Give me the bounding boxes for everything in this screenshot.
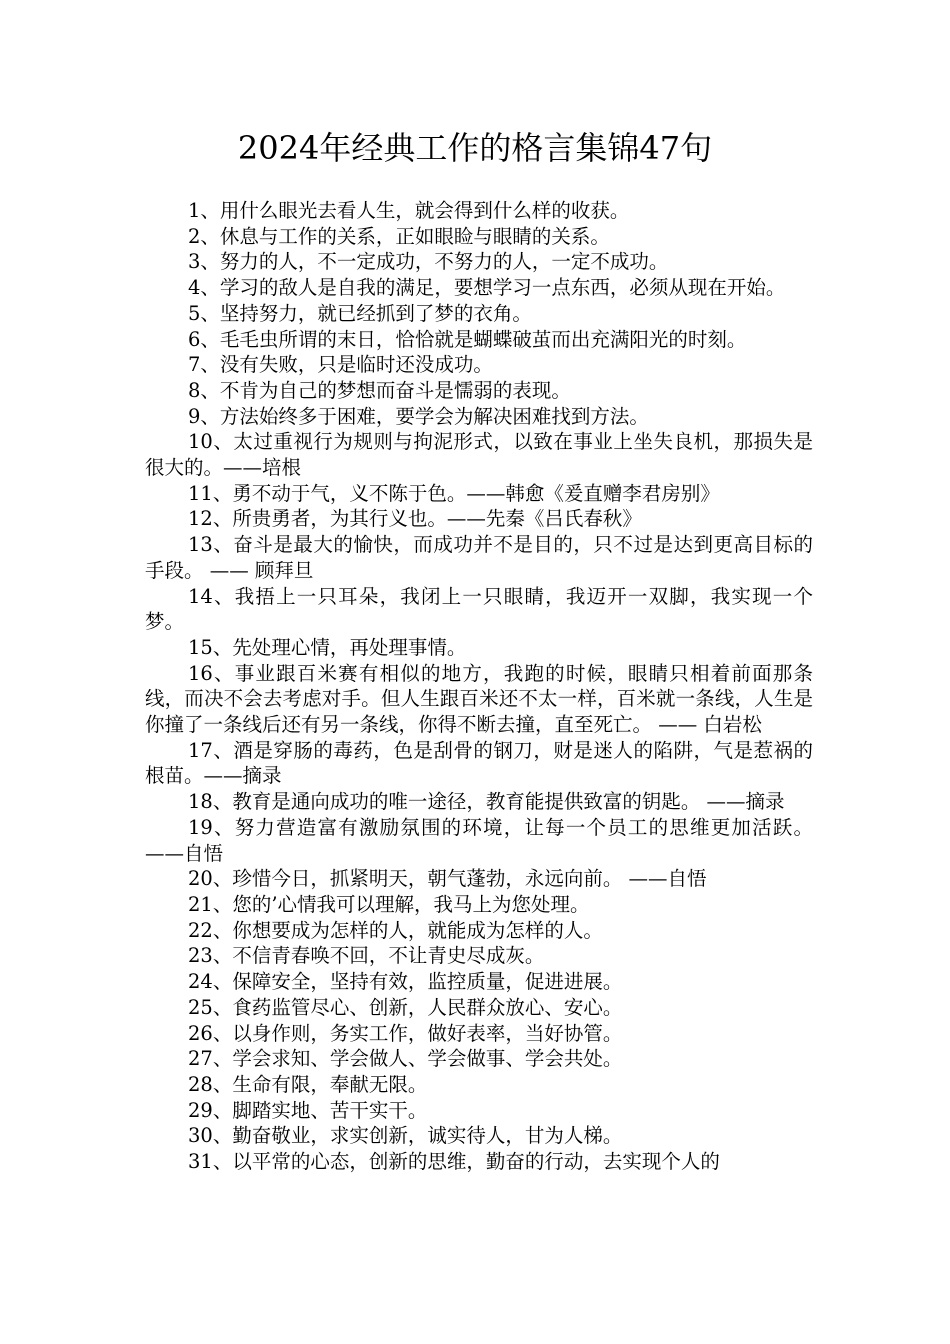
quote-paragraph: 28、生命有限，奉献无限。 [188,1072,428,1096]
quote-paragraph: 22、你想要成为怎样的人，就能成为怎样的人。 [188,918,603,942]
quote-paragraph: 7、没有失败，只是临时还没成功。 [188,353,493,377]
quote-paragraph: 21、您的’心情我可以理解，我马上为您处理。 [188,892,590,916]
quote-paragraph: 18、教育是通向成功的唯一途径，教育能提供致富的钥匙。 ——摘录 [188,790,785,814]
quote-paragraph: 10、太过重视行为规则与拘泥形式，以致在事业上坐失良机，那损失是很大的。——培根 [145,430,813,480]
quote-paragraph: 20、珍惜今日，抓紧明天，朝气蓬勃，永远向前。 ——自悟 [188,867,707,891]
quote-paragraph: 4、学习的敌人是自我的满足，要想学习一点东西，必须从现在开始。 [188,276,786,300]
quote-paragraph: 3、努力的人，不一定成功，不努力的人，一定不成功。 [188,250,669,274]
quote-paragraph: 2、休息与工作的关系，正如眼睑与眼睛的关系。 [188,224,610,248]
quote-paragraph: 19、努力营造富有激励氛围的环境，让每一个员工的思维更加活跃。 ——自悟 [145,815,813,865]
document-body [145,198,813,1175]
quote-paragraph: 13、奋斗是最大的愉快，而成功并不是目的，只不过是达到更高目标的手段。 —— 顾拜旦 [145,533,813,582]
quote-paragraph: 16、事业跟百米赛有相似的地方，我跑的时候，眼睛只相着前面那条线，而决不会去考虑对手。但人生跟百米还不太一样，百米就一条线，人生是你撞了一条线后还有另一条线，你得不断去撞，直至死亡。 —— 白岩松 [145,661,813,737]
quote-paragraph: 24、保障安全，坚持有效，监控质量，促进进展。 [188,970,623,994]
quote-paragraph: 1、用什么眼光去看人生，就会得到什么样的收获。 [188,199,630,222]
quote-paragraph: 6、毛毛虫所谓的末日，恰恰就是蝴蝶破茧而出充满阳光的时刻。 [188,327,747,351]
quote-paragraph: 30、勤奋敬业，求实创新，诚实待人，甘为人梯。 [188,1124,623,1148]
quote-paragraph: 27、学会求知、学会做人、学会做事、学会共处。 [188,1047,623,1071]
quote-paragraph: 26、以身作则，务实工作，做好表率，当好协管。 [188,1021,623,1045]
quote-paragraph: 8、不肯为自己的梦想而奋斗是懦弱的表现。 [188,378,571,402]
quote-paragraph: 23、不信青春唤不回，不让青史尽成灰。 [188,944,545,968]
quote-paragraph: 12、所贵勇者，为其行义也。——先秦《吕氏春秋》 [188,507,642,531]
quote-paragraph: 15、先处理心情，再处理事情。 [188,635,467,659]
document-title: 2024年经典工作的格言集锦47句 [237,129,713,167]
quote-paragraph: 17、酒是穿肠的毒药，色是刮骨的钢刀，财是迷人的陷阱，气是惹祸的根苗。——摘录 [145,738,813,788]
quote-paragraph: 9、方法始终多于困难，要学会为解决困难找到方法。 [188,404,649,428]
quote-paragraph: 14、我捂上一只耳朵，我闭上一只眼睛，我迈开一双脚，我实现一个梦。 [145,584,813,634]
quote-paragraph: 31、以平常的心态，创新的思维，勤奋的行动，去实现个人的 [188,1150,720,1174]
quote-paragraph: 5、坚持努力，就已经抓到了梦的衣角。 [188,301,532,325]
quote-paragraph: 25、食药监管尽心、创新，人民群众放心、安心。 [188,995,623,1019]
quote-paragraph: 11、勇不动于气，义不陈于色。——韩愈《爰直赠李君房别》 [188,481,720,505]
quote-paragraph: 29、脚踏实地、苦干实干。 [188,1098,428,1122]
